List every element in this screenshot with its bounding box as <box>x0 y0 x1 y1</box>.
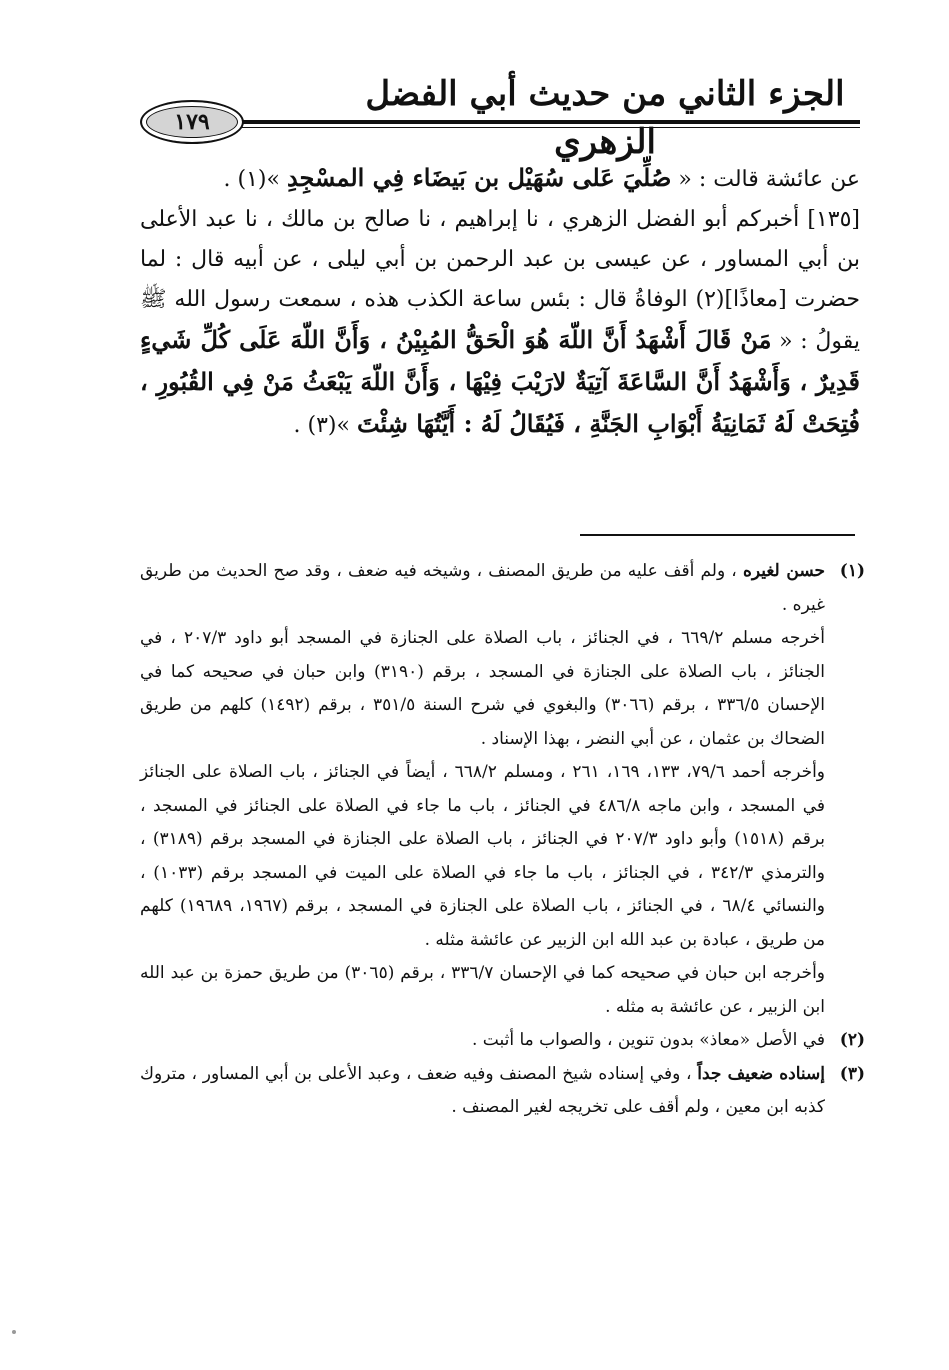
footnote-text: ، ولم أقف عليه من طريق المصنف ، وشيخه فيه ضعف ، وقد صح الحديث من طريق غيره . <box>140 561 825 615</box>
footnote-number: (٣) <box>839 1063 865 1084</box>
intro-bold: صُلِّيَ عَلى سُهَيْل بن بَيضَاء فِي المسْجِدِ <box>286 163 672 192</box>
footnote-body <box>140 1058 825 1125</box>
footnote-text: ، وفي إسناده شيخ المصنف وفيه ضعف ، وعبد الأعلى بن أبي المساور ، متروك كذبه ابن معين ، ولم أقف على تخريجه لغير المصنف . <box>140 1063 825 1117</box>
hadith-paragraph <box>140 200 860 446</box>
page-number: ١٧٩ <box>140 100 244 144</box>
intro-text: عن عائشة قالت : « <box>671 167 860 192</box>
footnote-paragraph: وأخرجه ابن حبان في صحيحه كما في الإحسان ٣٣٦/٧ ، برقم (٣٠٦٥) من طريق حمزة بن عبد الله ابن الزبير ، عن عائشة به مثله . <box>140 963 825 1017</box>
running-title: الجزء الثاني من حديث أبي الفضل الزهري <box>365 74 845 162</box>
footnote-paragraph <box>140 555 825 622</box>
footnote-1 <box>140 555 865 1024</box>
footnote-grade: حسن لغيره <box>742 561 825 581</box>
hadith-end: »(٣) . <box>293 413 357 438</box>
intro-paragraph <box>140 158 860 200</box>
header-rule <box>215 120 860 124</box>
intro-end: »(١) . <box>223 167 287 192</box>
footnote-paragraph: في الأصل «معاذ» بدون تنوين ، والصواب ما أثبت . <box>472 1030 825 1050</box>
footnote-body <box>140 555 825 1024</box>
footnotes <box>140 555 865 1125</box>
hadith-intro: [١٣٥] أخبركم أبو الفضل الزهري ، نا إبراهيم ، نا صالح بن مالك ، نا عبد الأعلى بن أبي المساور ، عن عيسى بن عبد الرحمن بن أبي ليلى ، عن أبيه قال : لما حضرت [معاذًا](٢) الوفاةُ قال : بئس ساعة الكذب هذه ، سمعت رسول الله ﷺ يقولُ : « <box>140 207 861 354</box>
page-header <box>120 70 860 162</box>
main-text <box>140 158 860 446</box>
header-rule-thin <box>215 127 860 128</box>
footnote-2 <box>140 1024 865 1058</box>
footnote-paragraph: أخرجه مسلم ٦٦٩/٢ ، في الجنائز ، باب الصلاة على الجنازة في المسجد أبو داود ٢٠٧/٣ ، في الجنائز ، باب الصلاة على الجنازة في المسجد ، برقم (٣١٩٠) وابن حبان في صحيحه كما في الإحسان ٣٣٦/٥ ، برقم (٣٠٦٦) والبغوي في شرح السنة ٣٥١/٥ ، برقم (١٤٩٢) كلهم من طريق الضحاك بن عثمان ، عن أبي النضر ، بهذا الإسناد . <box>140 628 826 749</box>
footnote-paragraph: وأخرجه أحمد ٧٩/٦، ١٣٣، ١٦٩، ٢٦١ ، ومسلم ٦٦٨/٢ ، أيضاً في الجنائز ، باب الصلاة على الجنائز في المسجد ، وابن ماجه ٤٨٦/٨ في الجنائز ، باب ما جاء في الصلاة على الجنائز في المسجد ، برقم (١٥١٨) وأبو داود ٢٠٧/٣ في الجنائز ، باب الصلاة على الجنازة في المسجد برقم (٣١٨٩) ، والترمذي ٣٤٢/٣ ، في الجنائز ، باب ما جاء في الصلاة على الميت في المسجد برقم (١٠٣٣) ، والنسائي ٦٨/٤ ، في الجنائز ، باب الصلاة على الجنازة في المسجد ، برقم (١٩٦٧، ١٩٦٨٩) كلهم من طريق ، عبادة بن عبد الله ابن الزبير عن عائشة مثله . <box>140 762 826 950</box>
footnote-paragraph <box>140 1058 825 1125</box>
footnote-grade: إسناده ضعيف جداً <box>697 1063 825 1084</box>
scan-dot <box>12 1330 16 1334</box>
footnote-3 <box>140 1058 865 1125</box>
hadith-bold: مَنْ قَالَ أَشْهَدُ أَنَّ اللّهَ هُوَ الْحَقُّ المُبِيْنُ ، وَأَنَّ اللّهَ عَلَى كُلِّ شَيءٍ قَدِيرٌ ، وَأَشْهَدُ أَنَّ السَّاعَةَ آتِيَةٌ لارَيْبَ فِيْهَا ، وَأَنَّ اللّهَ يَبْعَثُ مَنْ فِي القُبُورِ ، فُتِحَتْ لَهُ ثَمَانِيَةُ أَبْوَابِ الجَنَّةِ ، فَيُقَالُ لَهُ : أَيَّتُهَا شِئْتَ <box>140 325 860 438</box>
footnote-divider <box>580 534 855 536</box>
footnote-number: (١) <box>839 561 865 581</box>
footnote-number: (٢) <box>839 1030 865 1050</box>
footnote-body <box>140 1024 825 1058</box>
